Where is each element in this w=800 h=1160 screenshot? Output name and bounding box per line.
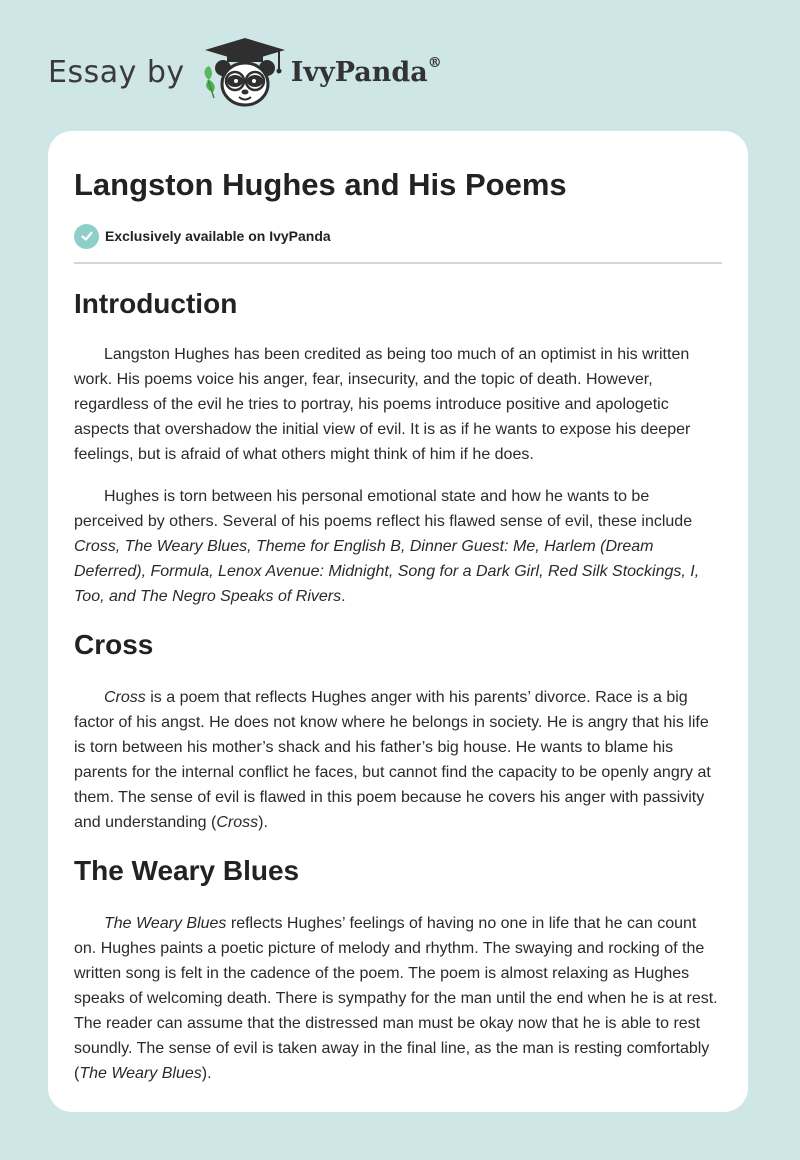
essay-card: [48, 131, 748, 1112]
panda-graduate-logo-icon: [199, 36, 291, 108]
weary-blues-paragraph: The Weary Blues reflects Hughes’ feelings of having no one in life that he can count on. Hughes paints a poetic picture of melody and rhythm. The swaying and rocking of the written song is felt in the cadence of the poem. The poem is almost relaxing as Hughes speaks of welcoming death. There is sympathy for the man until the end when he is at rest. The reader can assume that the distressed man must be okay now that he is able to rest soundly. The sense of evil is taken away in the final line, as the man is resting comfortably (The Weary Blues).: [74, 915, 718, 1082]
intro-paragraph-2: Hughes is torn between his personal emotional state and how he wants to be perceived by others. Several of his poems reflect his flawed sense of evil, these include Cross, The Weary Blues, Theme for English B, Dinner Guest: Me, Harlem (Dream Deferred), Formula, Lenox Avenue: Midnight, Song for a Dark Girl, Red Silk Stockings, I, Too, and The Negro Speaks of Rivers.: [74, 488, 700, 605]
section-heading-introduction: Introduction: [74, 288, 238, 319]
section-heading-cross: Cross: [74, 629, 154, 660]
badge-text: Exclusively available on IvyPanda: [105, 228, 331, 244]
check-icon: [74, 224, 99, 249]
divider: [74, 262, 722, 264]
brand-name: IvyPanda®: [290, 54, 442, 88]
intro-paragraph-1: Langston Hughes has been credited as being too much of an optimist in his written work. His poems voice his anger, fear, insecurity, and the topic of death. However, regardless of the evil he tries to portray, his poems introduce positive and apologetic aspects that overshadow the initial view of evil. It is as if he wants to expose his deeper feelings, but is afraid of what others might think of him if he does.: [74, 346, 691, 463]
exclusive-badge: [74, 222, 722, 250]
essay-title: Langston Hughes and His Poems: [74, 167, 567, 202]
section-heading-weary-blues: The Weary Blues: [74, 855, 300, 886]
cross-paragraph: Cross is a poem that reflects Hughes anger with his parents’ divorce. Race is a big factor of his angst. He does not know where he belongs in society. He is angry that his life is torn between his mother’s shack and his father’s big house. He wants to blame his parents for the internal conflict he faces, but cannot find the capacity to be openly angry at them. The sense of evil is flawed in this poem because he covers his anger with passivity and understanding (Cross).: [74, 689, 711, 831]
brand-prefix: Essay by: [48, 54, 185, 90]
brand-header: [48, 36, 442, 108]
